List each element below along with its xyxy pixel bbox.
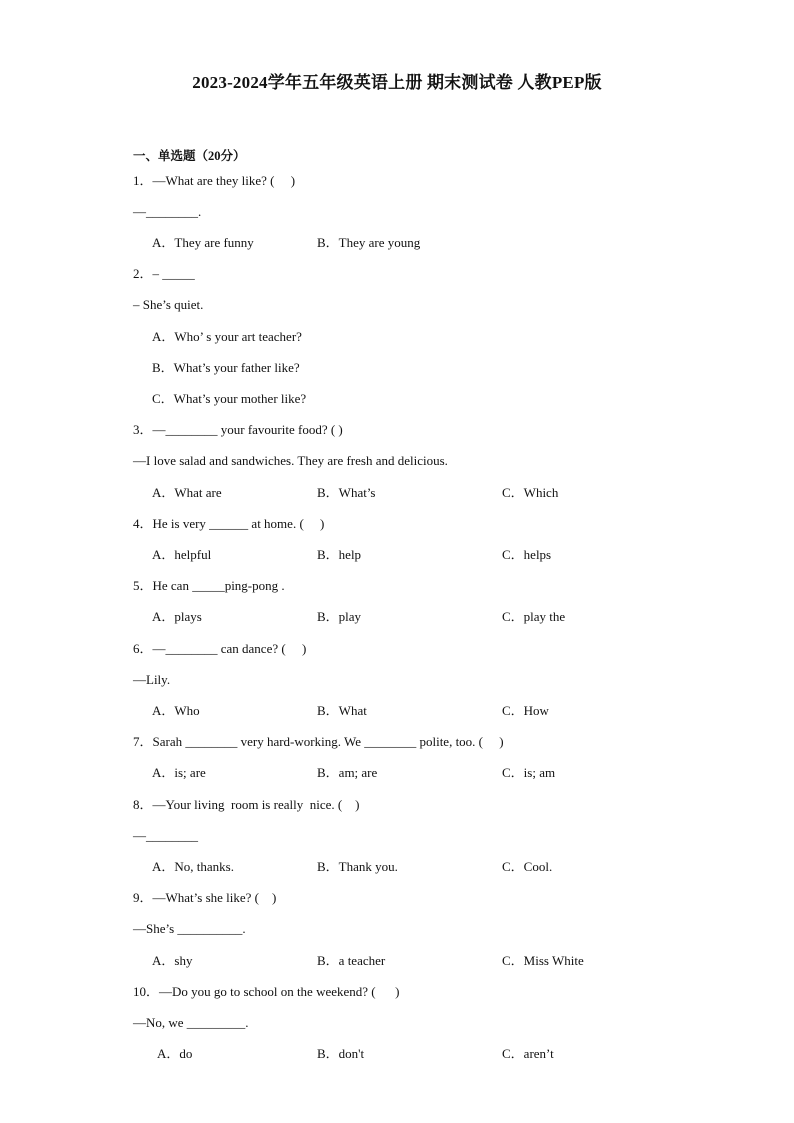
- question-6-option-c[interactable]: C．How: [502, 703, 549, 718]
- question-5-option-b[interactable]: B．play: [317, 609, 362, 624]
- question-4-option-b[interactable]: B．help: [317, 547, 362, 562]
- question-4-stem: 4．He is very ______ at home. ( ): [133, 516, 325, 531]
- question-9-answer-line: —She’s __________.: [133, 921, 246, 936]
- question-1-option-b[interactable]: B．They are young: [317, 235, 421, 250]
- question-8-option-c[interactable]: C．Cool.: [502, 859, 553, 874]
- question-2-stem: 2．– _____: [133, 266, 195, 281]
- question-10-option-c[interactable]: C．aren’t: [502, 1046, 554, 1061]
- question-8-option-a[interactable]: A．No, thanks.: [152, 859, 234, 874]
- question-5-option-a[interactable]: A．plays: [152, 609, 202, 624]
- question-8-stem: 8．—Your living room is really nice. ( ): [133, 797, 360, 812]
- question-10-answer-line: —No, we _________.: [133, 1015, 249, 1030]
- question-6-option-b[interactable]: B．What: [317, 703, 367, 718]
- question-6-answer-line: —Lily.: [133, 672, 171, 687]
- question-3-option-b[interactable]: B．What’s: [317, 485, 376, 500]
- question-9-option-c[interactable]: C．Miss White: [502, 953, 584, 968]
- question-1-answer-line: —________.: [133, 204, 202, 219]
- question-7-option-a[interactable]: A．is; are: [152, 765, 206, 780]
- question-8-answer-line: —________: [133, 828, 198, 843]
- question-9-stem: 9．—What’s she like? ( ): [133, 890, 277, 905]
- question-2-option-a[interactable]: A．Who’ s your art teacher?: [152, 329, 302, 344]
- question-10-option-b[interactable]: B．don't: [317, 1046, 365, 1061]
- question-7-stem: 7．Sarah ________ very hard-working. We ________ polite, too. ( ): [133, 734, 504, 749]
- question-6-option-a[interactable]: A．Who: [152, 703, 200, 718]
- question-9-option-b[interactable]: B．a teacher: [317, 953, 386, 968]
- question-3-stem: 3．—________ your favourite food? ( ): [133, 422, 343, 437]
- question-6-stem: 6．—________ can dance? ( ): [133, 641, 307, 656]
- question-1-stem: 1．—What are they like? ( ): [133, 173, 296, 188]
- question-10-stem: 10．—Do you go to school on the weekend? ( ): [133, 984, 400, 999]
- section-heading: 一、单选题（20分）: [133, 149, 246, 163]
- question-3-answer-line: —I love salad and sandwiches. They are fresh and delicious.: [133, 453, 448, 468]
- question-4-option-c[interactable]: C．helps: [502, 547, 552, 562]
- question-8-option-b[interactable]: B．Thank you.: [317, 859, 398, 874]
- question-5-stem: 5．He can _____ping-pong .: [133, 578, 285, 593]
- question-5-option-c[interactable]: C．play the: [502, 609, 566, 624]
- question-2-option-b[interactable]: B．What’s your father like?: [152, 360, 300, 375]
- question-4-option-a[interactable]: A．helpful: [152, 547, 212, 562]
- page-title: 2023-2024学年五年级英语上册 期末测试卷 人教PEP版: [192, 73, 602, 92]
- question-10-option-a[interactable]: A．do: [157, 1046, 193, 1061]
- question-7-option-b[interactable]: B．am; are: [317, 765, 378, 780]
- question-7-option-c[interactable]: C．is; am: [502, 765, 556, 780]
- question-3-option-a[interactable]: A．What are: [152, 485, 222, 500]
- question-2-answer-line: – She’s quiet.: [133, 297, 204, 312]
- question-3-option-c[interactable]: C．Which: [502, 485, 559, 500]
- question-1-option-a[interactable]: A．They are funny: [152, 235, 254, 250]
- question-9-option-a[interactable]: A．shy: [152, 953, 193, 968]
- question-2-option-c[interactable]: C．What’s your mother like?: [152, 391, 307, 406]
